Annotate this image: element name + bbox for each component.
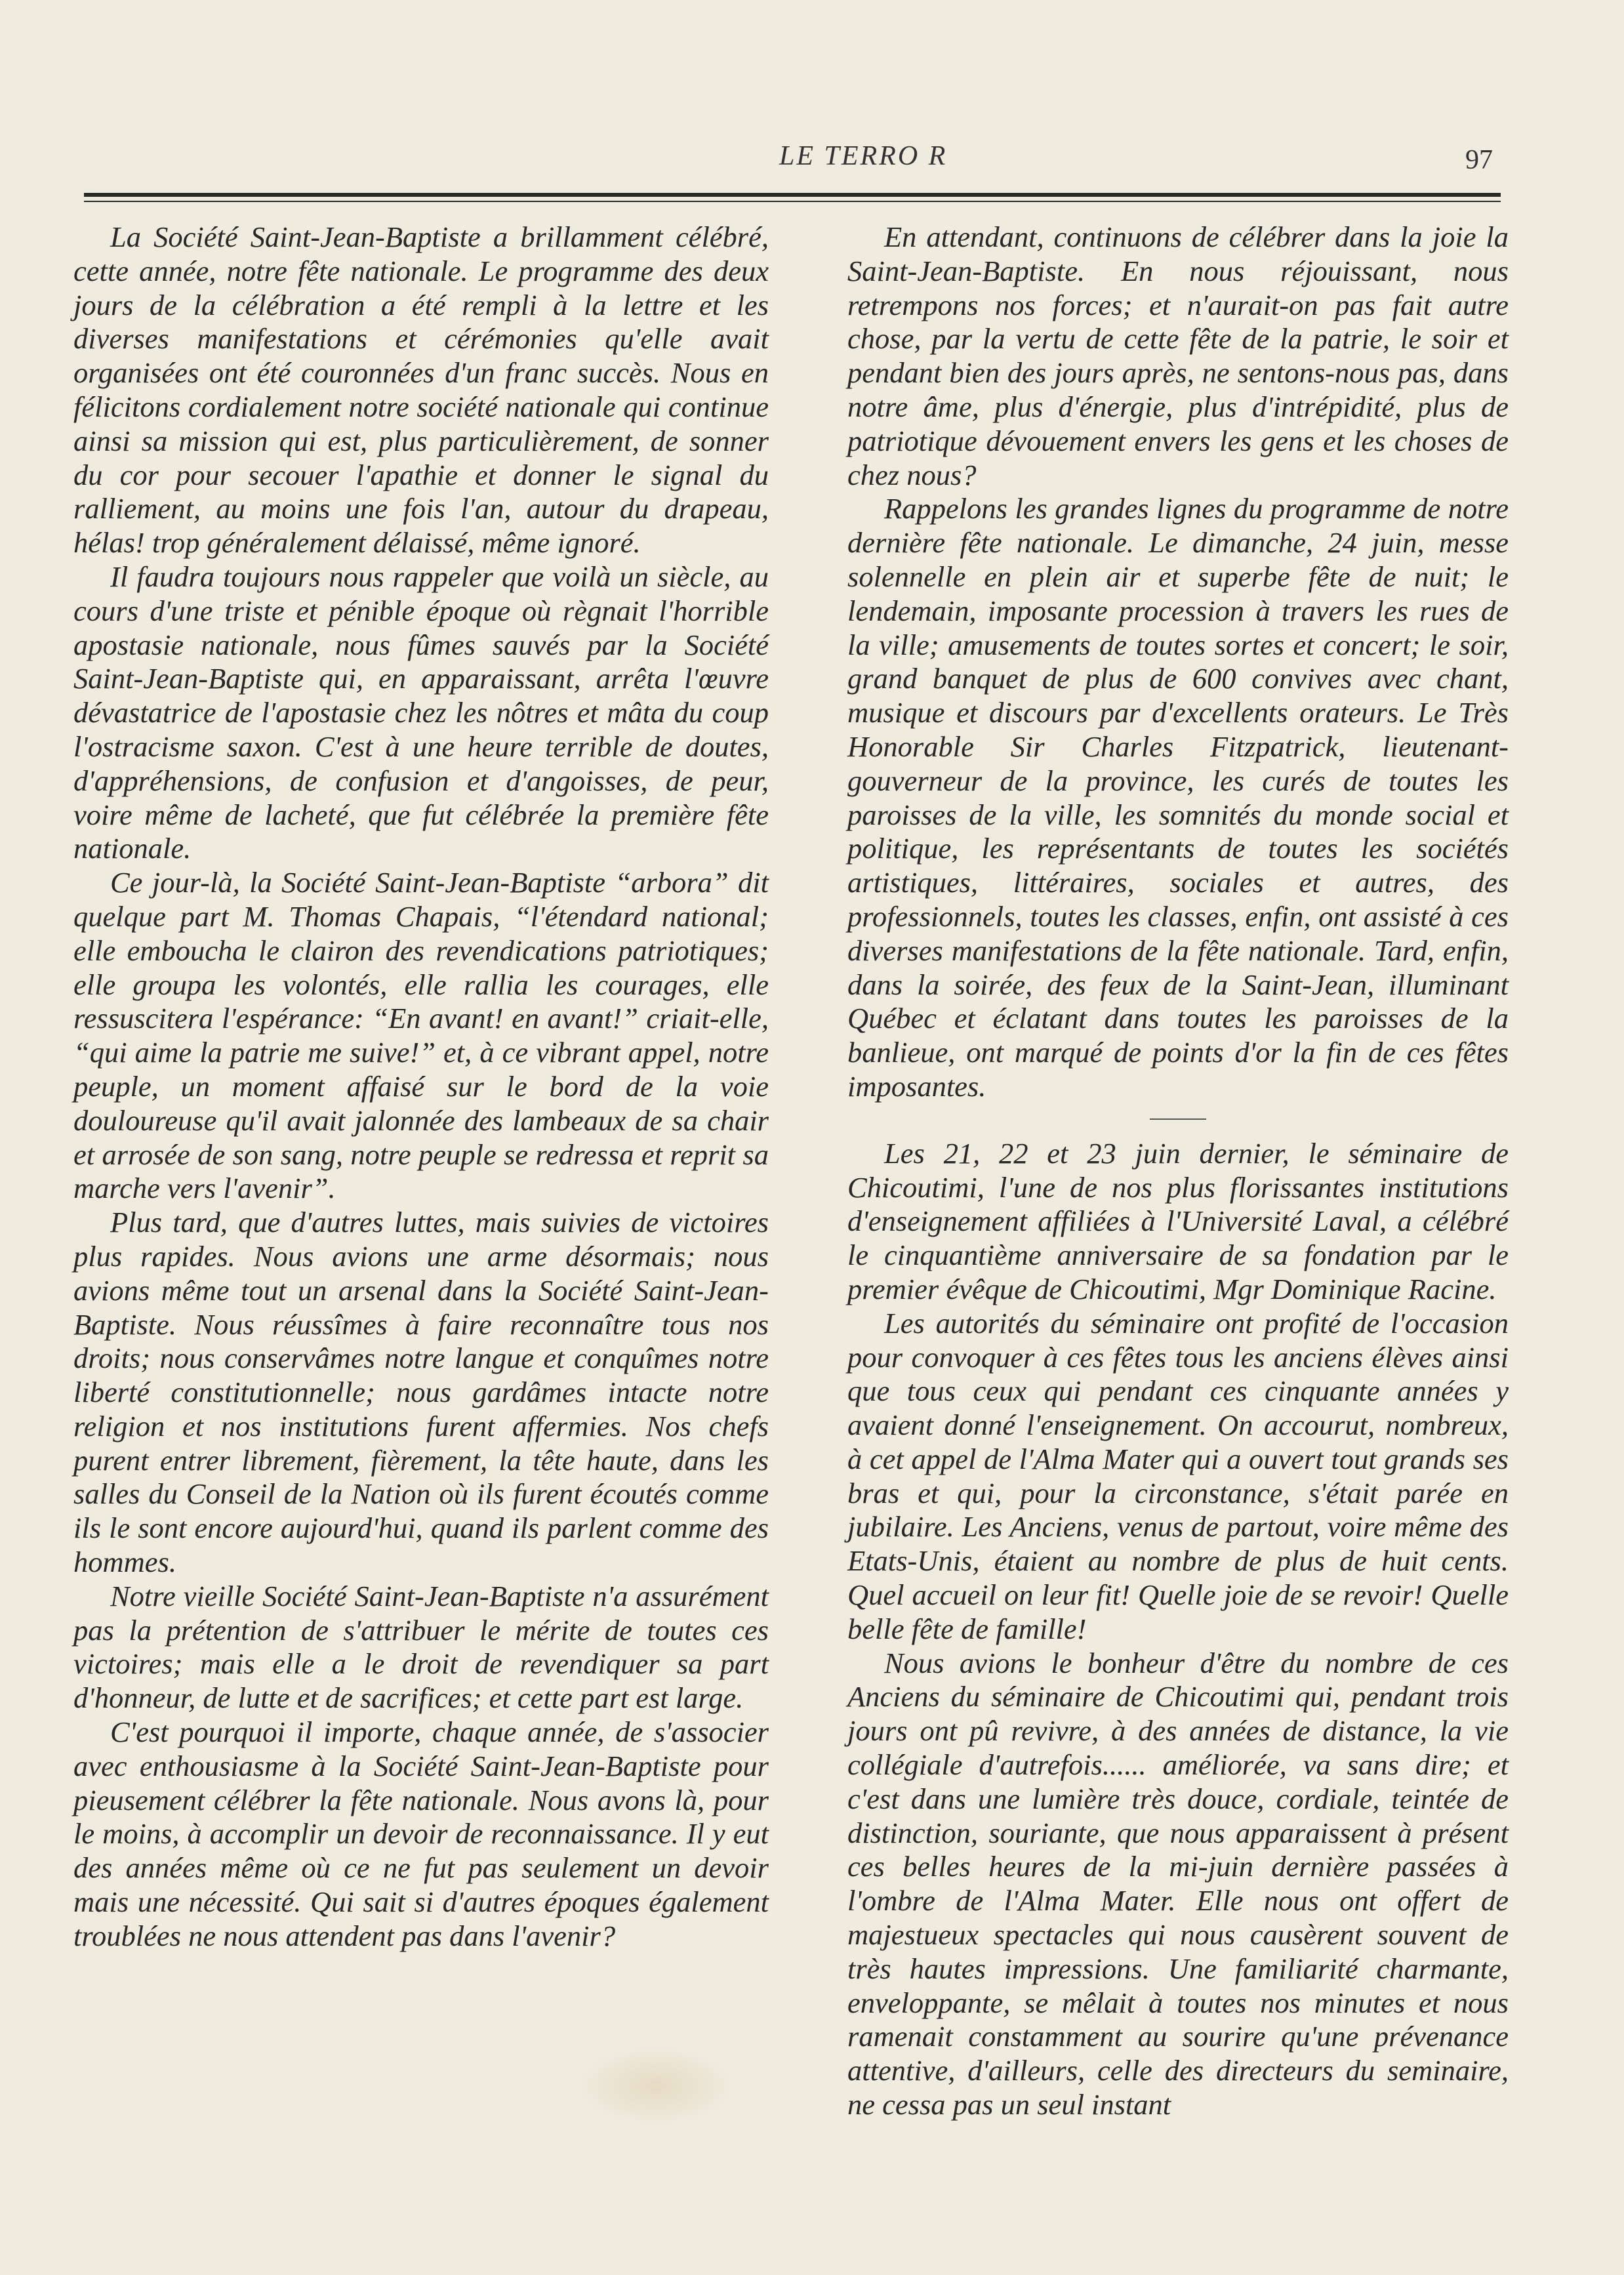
left-column — [73, 220, 769, 1954]
paragraph: En attendant, continuons de célébrer dans la joie la Saint-Jean-Baptiste. En nous réjouissant, nous retrempons nos forces; et n'aurait-on pas fait autre chose, par la vertu de cette fête de la patrie, le soir et pendant bien des jours après, ne sentons-nous pas, dans notre âme, plus d'énergie, plus d'intrépidité, plus de patriotique dévouement envers les gens et les choses de chez nous? — [847, 220, 1509, 491]
paragraph: Nous avions le bonheur d'être du nombre de ces Anciens du séminaire de Chicoutimi qui, pendant trois jours ont pû revivre, à des années de distance, la vie collégiale d'autrefois...... améliorée, va sans dire; et c'est dans une lumière très douce, cordiale, teintée de distinction, souriante, que nous apparaissent à présent ces belles heures de la mi-juin dernière passées à l'ombre de l'Alma Mater. Elle nous ont offert de majestueux spectacles qui nous causèrent souvent de très hautes impressions. Une familiarité charmante, enveloppante, se mêlait à toutes nos minutes et nous ramenait constamment au sourire qu'une prévenance attentive, d'ailleurs, celle des directeurs du seminaire, ne cessa pas un seul instant — [847, 1646, 1509, 2121]
paragraph: La Société Saint-Jean-Baptiste a brillamment célébré, cette année, notre fête nationale. Le programme des deux jours de la célébration a été rempli à la lettre et les diverses manifestations et cérémonies qu'elle avait organisées ont été couronnées d'un franc succès. Nous en félicitons cordialement notre société nationale qui continue ainsi sa mission qui est, plus particulièrement, de sonner du cor pour secouer l'apathie et donner le signal du ralliement, au moins une fois l'an, autour du drapeau, hélas! trop généralement délaissé, même ignoré. — [73, 220, 769, 560]
paper-stain — [577, 2047, 735, 2125]
page-header — [84, 135, 1501, 174]
paragraph: Les 21, 22 et 23 juin dernier, le séminaire de Chicoutimi, l'une de nos plus florissantes institutions d'enseignement affiliées à l'Université Laval, a célébré le cinquantième anniversaire de sa fondation par le premier évêque de Chicoutimi, Mgr Dominique Racine. — [847, 1136, 1509, 1305]
section-divider — [1150, 1118, 1206, 1120]
paragraph: Rappelons les grandes lignes du programme de notre dernière fête nationale. Le dimanche, 24 juin, messe solennelle en plein air et superbe fête de nuit; le lendemain, imposante procession à travers les rues de la ville; amusements de toutes sortes et concert; le soir, grand banquet de plus de 600 convives avec chant, musique et discours par d'excellents orateurs. Le Très Honorable Sir Charles Fitzpatrick, lieutenant-gouverneur de la province, les curés de toutes les paroisses de la ville, les somnités du monde social et politique, les représentants de toutes les sociétés artistiques, littéraires, sociales et autres, des professionnels, toutes les classes, enfin, ont assisté à ces diverses manifestations de la fête nationale. Tard, enfin, dans la soirée, des feux de la Saint-Jean, illuminant Québec et éclatant dans toutes les paroisses de la banlieue, ont marqué de points d'or la fin de ces fêtes imposantes. — [847, 492, 1509, 1103]
paragraph: Plus tard, que d'autres luttes, mais suivies de victoires plus rapides. Nous avions une arme désormais; nous avions même tout un arsenal dans la Société Saint-Jean-Baptiste. Nous réussîmes à faire reconnaître tous nos droits; nous conservâmes notre langue et conquîmes notre liberté constitutionnelle; nous gardâmes intacte notre religion et nos institutions furent affermies. Nos chefs purent entrer librement, fièrement, la tête haute, dans les salles du Conseil de la Nation où ils furent écoutés comme ils le sont encore aujourd'hui, quand ils parlent comme des hommes. — [73, 1206, 769, 1579]
paragraph: Il faudra toujours nous rappeler que voilà un siècle, au cours d'une triste et pénible époque où règnait l'horrible apostasie nationale, nous fûmes sauvés par la Société Saint-Jean-Baptiste qui, en apparaissant, arrêta l'œuvre dévastatrice de l'apostasie chez les nôtres et mâta du coup l'ostracisme saxon. C'est à une heure terrible de doutes, d'appréhensions, de confusion et d'angoisses, de peur, voire même de lacheté, que fut célébrée la première fête nationale. — [73, 560, 769, 865]
paragraph: Les autorités du séminaire ont profité de l'occasion pour convoquer à ces fêtes tous les anciens élèves ainsi que tous ceux qui pendant ces cinquante années y avaient donné l'enseignement. On accourut, nombreux, à cet appel de l'Alma Mater qui a ouvert tout grands ses bras et qui, pour la circonstance, s'était parée en jubilaire. Les Anciens, venus de partout, voire même des Etats-Unis, étaient au nombre de plus de huit cents. Quel accueil on leur fit! Quelle joie de se revoir! Quelle belle fête de famille! — [847, 1306, 1509, 1645]
paragraph: Notre vieille Société Saint-Jean-Baptiste n'a assurément pas la prétention de s'attribuer le mérite de toutes ces victoires; mais elle a le droit de revendiquer sa part d'honneur, de lutte et de sacrifices; et cette part est large. — [73, 1579, 769, 1715]
page-number: 97 — [1465, 145, 1493, 175]
running-title: LE TERRO R — [779, 141, 948, 171]
right-column — [847, 220, 1509, 2122]
paragraph: Ce jour-là, la Société Saint-Jean-Baptiste “arbora” dit quelque part M. Thomas Chapais, “l'étendard national; elle emboucha le clairon des revendications patriotiques; elle groupa les volontés, elle rallia les courages, elle ressuscitera l'espérance: “En avant! en avant!” criait-elle, “qui aime la patrie me suive!” et, à ce vibrant appel, notre peuple, un moment affaisé sur le bord de la voie douloureuse qu'il avait jalonnée des lambeaux de sa chair et arrosée de son sang, notre peuple se redressa et reprit sa marche vers l'avenir”. — [73, 866, 769, 1205]
header-rule-thick — [84, 193, 1501, 197]
paragraph: C'est pourquoi il importe, chaque année, de s'associer avec enthousiasme à la Société Saint-Jean-Baptiste pour pieusement célébrer la fête nationale. Nous avons là, pour le moins, à accomplir un devoir de reconnaissance. Il y eut des années même où ce ne fut pas seulement un devoir mais une nécessité. Qui sait si d'autres époques également troublées ne nous attendent pas dans l'avenir? — [73, 1715, 769, 1952]
header-rule-thin — [84, 201, 1501, 202]
